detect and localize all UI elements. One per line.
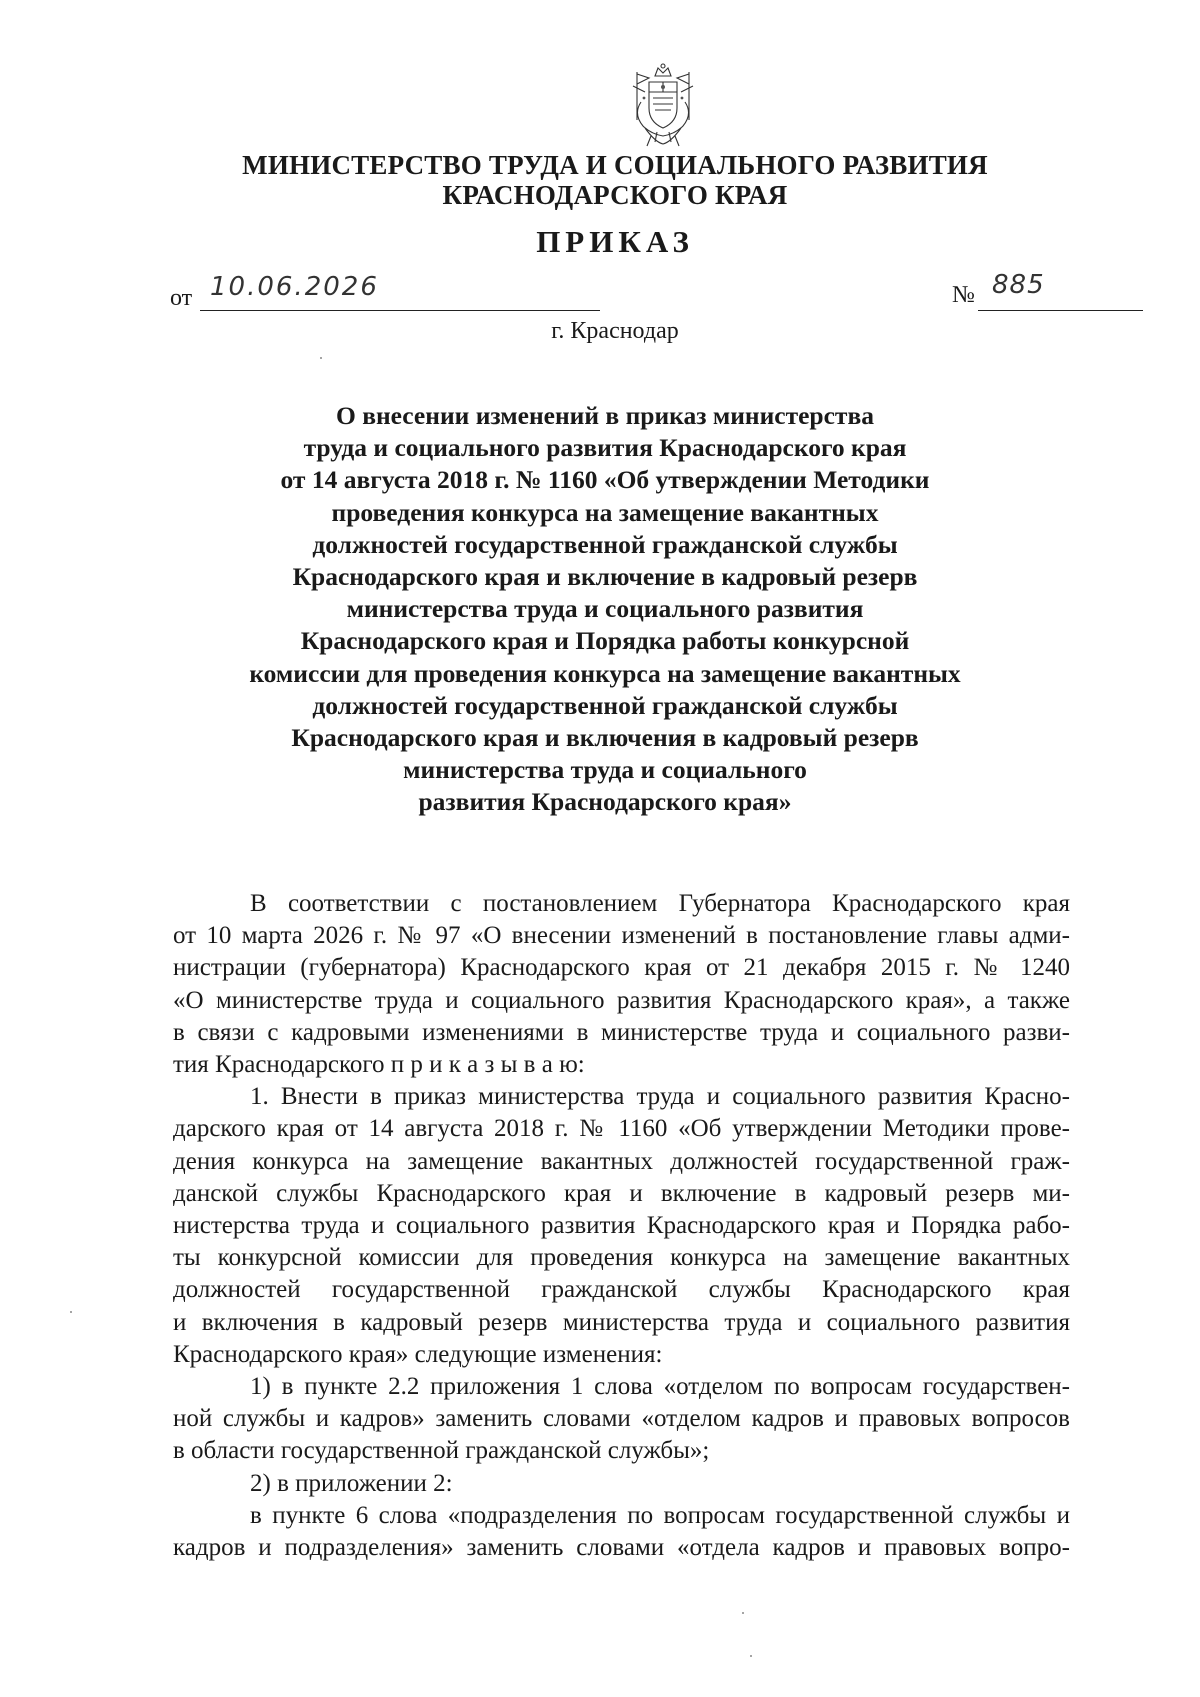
subject-line: должностей государственной гражданской службы <box>312 529 898 559</box>
body-line: в области государственной гражданской службы»; <box>173 1437 710 1465</box>
body-line: тия Краснодарского п р и к а з ы в а ю: <box>173 1051 585 1079</box>
body-line: «О министерстве труда и социального развития Краснодарского края», а также <box>173 986 1070 1014</box>
subject-line: О внесении изменений в приказ министерства <box>336 401 874 430</box>
handwritten-number: 885 <box>992 270 1045 300</box>
subject-line: развития Краснодарского края» <box>418 787 792 817</box>
body-line: 1) в пункте 2.2 приложения 1 слова «отделом по вопросам государствен- <box>250 1373 1070 1401</box>
body-line: ты конкурсной комиссии для проведения конкурса на замещение вакантных <box>173 1244 1070 1272</box>
body-line: в связи с кадровыми изменениями в министерстве труда и социального разви- <box>173 1018 1070 1046</box>
body-line: дарского края от 14 августа 2018 г. № 1160 «Об утверждении Методики прове- <box>173 1115 1070 1143</box>
body-line: нистрации (губернатора) Краснодарского края от 21 декабря 2015 г. № 1240 <box>173 954 1070 982</box>
body-line: ной службы и кадров» заменить словами «отделом кадров и правовых вопросов <box>173 1405 1070 1433</box>
order-title: ПРИКАЗ <box>536 224 694 259</box>
subject-line: от 14 августа 2018 г. № 1160 «Об утверждении Методики <box>280 465 930 495</box>
handwritten-date: 10.06.2026 <box>210 272 379 302</box>
coat-of-arms-icon <box>625 62 701 148</box>
city: г. Краснодар <box>551 318 679 344</box>
number-underline <box>978 310 1143 311</box>
body-line: от 10 марта 2026 г. № 97 «О внесении изменений в постановление главы адми- <box>173 922 1070 950</box>
body-line: в пункте 6 слова «подразделения по вопросам государственной службы и <box>250 1501 1070 1529</box>
subject-line: должностей государственной гражданской службы <box>312 690 898 720</box>
body-line: данской службы Краснодарского края и включение в кадровый резерв ми- <box>173 1179 1070 1207</box>
order-body <box>173 888 1070 1564</box>
body-line: Краснодарского края» следующие изменения: <box>173 1340 663 1368</box>
date-underline <box>200 310 600 311</box>
body-line: должностей государственной гражданской службы Краснодарского края <box>173 1276 1070 1304</box>
body-line: нистерства труда и социального развития Краснодарского края и Порядка рабо- <box>173 1212 1070 1240</box>
date-prefix: от <box>170 285 193 311</box>
subject-line: труда и социального развития Краснодарского края <box>303 433 907 463</box>
subject-line: проведения конкурса на замещение вакантных <box>331 497 879 527</box>
body-line: 1. Внести в приказ министерства труда и социального развития Красно- <box>250 1083 1070 1111</box>
subject-line: министерства труда и социального развития <box>346 594 864 624</box>
subject-line: Краснодарского края и включение в кадровый резерв <box>292 562 918 592</box>
subject-line: комиссии для проведения конкурса на замещение вакантных <box>249 658 961 688</box>
number-prefix: № <box>952 282 975 308</box>
subject-line: министерства труда и социального <box>403 755 807 785</box>
body-line: дения конкурса на замещение вакантных должностей государственной граж- <box>173 1147 1070 1175</box>
ministry-name <box>150 150 1080 210</box>
scan-speck <box>750 1655 752 1657</box>
body-line: В соответствии с постановлением Губернатора Краснодарского края <box>250 890 1070 917</box>
body-line: и включения в кадровый резерв министерства труда и социального развития <box>173 1308 1070 1336</box>
ministry-name-line: МИНИСТЕРСТВО ТРУДА И СОЦИАЛЬНОГО РАЗВИТИЯ <box>242 150 988 180</box>
scan-speck <box>70 1311 72 1313</box>
body-line: кадров и подразделения» заменить словами «отдела кадров и правовых вопро- <box>173 1534 1070 1562</box>
subject-line: Краснодарского края и включения в кадровый резерв <box>291 723 919 753</box>
order-subject <box>150 400 1060 819</box>
scan-speck <box>320 357 322 359</box>
date-number-row <box>170 272 1150 316</box>
body-line: 2) в приложении 2: <box>250 1469 453 1497</box>
ministry-name-line: КРАСНОДАРСКОГО КРАЯ <box>442 180 788 210</box>
scan-speck <box>742 1612 744 1614</box>
subject-line: Краснодарского края и Порядка работы конкурсной <box>300 626 910 656</box>
